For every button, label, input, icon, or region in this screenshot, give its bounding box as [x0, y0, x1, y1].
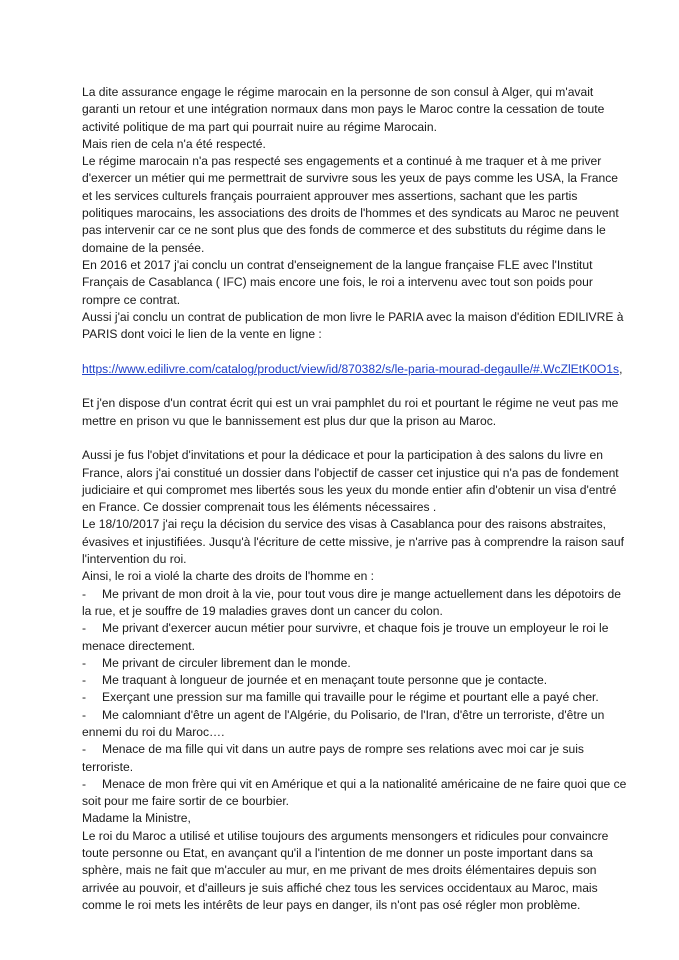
- text-line: PARIS dont voici le lien de la vente en ligne :: [82, 327, 322, 342]
- list-item: [82, 620, 619, 655]
- text-line: politiques marocains, les associations des droits de l'hommes et des syndicats au Maroc ne peuvent: [82, 206, 619, 221]
- list-item-continuation: la rue, et je souffre de 19 maladies graves dont un cancer du colon.: [82, 603, 443, 618]
- blank-line: [82, 378, 619, 395]
- list-item: [82, 672, 619, 689]
- text-line: domaine de la pensée.: [82, 240, 205, 255]
- text-line: France, alors j'ai constitué un dossier dans l'objectif de casser cet injustice qui n'a pas de fondement: [82, 465, 619, 480]
- text-line: sphère, mais ne fait que m'acculer au mur, en me privant de mes droits élémentaires depuis son: [82, 863, 597, 878]
- list-item: [82, 741, 619, 776]
- list-item: [82, 689, 619, 706]
- list-item-text: Me privant de mon droit à la vie, pour tout vous dire je mange actuellement dans les dépotoirs de: [102, 586, 621, 601]
- list-item: [82, 776, 627, 811]
- paragraph-visa: [82, 447, 624, 585]
- bullet-dash: -: [82, 655, 87, 670]
- text-line: Le roi du Maroc a utilisé et utilise toujours des arguments mensongers et ridicules pour convaincre: [82, 828, 609, 843]
- blank-line: [82, 430, 619, 447]
- text-line: pas intervenir car ce ne sont plus que des fonds de commerce et des substituts du régime dans le: [82, 223, 606, 238]
- list-item-text: Me privant d'exercer aucun métier pour survivre, et chaque fois je trouve un employeur le roi le: [102, 621, 609, 636]
- list-item-text: Menace de ma fille qui vit dans un autre pays de rompre ses relations avec moi car je suis: [102, 742, 584, 757]
- list-item-text: Menace de mon frère qui vit en Amérique et qui a la nationalité américaine de ne faire quoi que ce: [102, 776, 627, 791]
- link-suffix: ,: [619, 361, 623, 376]
- list-item-first-line: [82, 586, 619, 603]
- list-item-continuation: soit pour me faire sortir de ce bourbier.: [82, 794, 290, 809]
- salutation: Madame la Ministre,: [82, 811, 191, 826]
- text-line: Aussi j'ai conclu un contrat de publication de mon livre le PARIA avec la maison d'édition EDILIVRE à: [82, 309, 624, 324]
- list-item-first-line: [82, 741, 619, 758]
- text-line: évasives et injustifiées. Jusqu'à l'écriture de cette missive, je n'arrive pas à comprendre la raison sauf: [82, 534, 624, 549]
- text-line: garanti un retour et une intégration normaux dans mon pays le Maroc contre la cessation de toute: [82, 102, 605, 117]
- list-item-first-line: [82, 707, 619, 724]
- text-line: rompre ce contrat.: [82, 292, 181, 307]
- bullet-dash: -: [82, 707, 87, 722]
- text-line: Le régime marocain n'a pas respecté ses engagements et a continué à me traquer et à me priver: [82, 154, 602, 169]
- list-item: [82, 655, 619, 672]
- list-item-continuation: terroriste.: [82, 759, 134, 774]
- list-item-first-line: [82, 776, 627, 793]
- list-item: [82, 707, 619, 742]
- text-line: judiciaire et qui compromet mes libertés sous les yeux du monde entier afin d'obtenir un visa d'entré: [82, 482, 617, 497]
- text-line: Aussi je fus l'objet d'invitations et pour la dédicace et pour la participation à des salons du livre en: [82, 448, 603, 463]
- list-item-text: Me privant de circuler librement dan le monde.: [102, 655, 351, 670]
- violations-list: [82, 586, 627, 811]
- text-line: Et j'en dispose d'un contrat écrit qui est un vrai pamphlet du roi et pourtant le régime ne veut pas me: [82, 396, 619, 411]
- paragraph-contract: [82, 395, 619, 430]
- paragraph-intro: [82, 84, 624, 343]
- list-item-first-line: [82, 655, 619, 672]
- text-line: et les services culturels français pourraient approuver mes assertions, sachant que les partis: [82, 188, 578, 203]
- text-line: toute personne ou Etat, en avançant qu'il a l'intention de me donner un poste important dans sa: [82, 846, 593, 861]
- text-line: comme le roi mets les intérêts de leur pays en danger, ils n'ont pas osé régler mon problème.: [82, 897, 581, 912]
- list-item-continuation: ennemi du roi du Maroc….: [82, 724, 225, 739]
- list-item-continuation: menace directement.: [82, 638, 195, 653]
- list-item-text: Exerçant une pression sur ma famille qui travaille pour le régime et pourtant elle a payé cher.: [102, 690, 599, 705]
- bullet-dash: -: [82, 621, 87, 636]
- bullet-dash: -: [82, 690, 87, 705]
- paragraph-closing: [82, 810, 619, 914]
- link-line: [82, 361, 623, 378]
- list-item-text: Me traquant à longueur de journée et en menaçant toute personne que je contacte.: [102, 673, 548, 688]
- text-line: d'exercer un métier qui me permettrait de survivre sous les yeux de pays comme les USA, la France: [82, 171, 618, 186]
- list-item-text: Me calomniant d'être un agent de l'Algérie, du Polisario, de l'Iran, d'être un terroriste, d'être un: [102, 707, 605, 722]
- list-item-first-line: [82, 689, 619, 706]
- text-line: en France. Ce dossier comprenait tous les éléments nécessaires .: [82, 500, 437, 515]
- bullet-dash: -: [82, 586, 87, 601]
- list-item-first-line: [82, 672, 619, 689]
- text-line: l'intervention du roi.: [82, 552, 187, 567]
- text-line: mettre en prison vu que le bannissement est plus dur que la prison au Maroc.: [82, 413, 497, 428]
- bullet-dash: -: [82, 742, 87, 757]
- text-line: Mais rien de cela n'a été respecté.: [82, 136, 266, 151]
- text-line: En 2016 et 2017 j'ai conclu un contrat d'enseignement de la langue française FLE avec l'Institut: [82, 257, 593, 272]
- text-line: Français de Casablanca ( IFC) mais encore une fois, le roi a intervenu avec tout son poids pour: [82, 275, 593, 290]
- edilivre-link[interactable]: https://www.edilivre.com/catalog/product/view/id/870382/s/le-paria-mourad-degaulle/#.WcZlEtK0O1s: [82, 361, 620, 376]
- list-item-first-line: [82, 620, 619, 637]
- text-line: La dite assurance engage le régime marocain en la personne de son consul à Alger, qui m'avait: [82, 85, 594, 99]
- text-line: Le 18/10/2017 j'ai reçu la décision du service des visas à Casablanca pour des raisons abstraites,: [82, 517, 606, 532]
- bullet-dash: -: [82, 776, 87, 791]
- list-item: [82, 586, 619, 621]
- text-line: activité politique de ma part qui pourrait nuire au régime Marocain.: [82, 119, 437, 134]
- text-line: arrivée au pouvoir, et d'ailleurs je suis affiché chez tous les services occidentaux au Maroc, mais: [82, 880, 598, 895]
- bullet-dash: -: [82, 673, 87, 688]
- text-line: Ainsi, le roi a violé la charte des droits de l'homme en :: [82, 569, 375, 584]
- blank-line: [82, 343, 619, 360]
